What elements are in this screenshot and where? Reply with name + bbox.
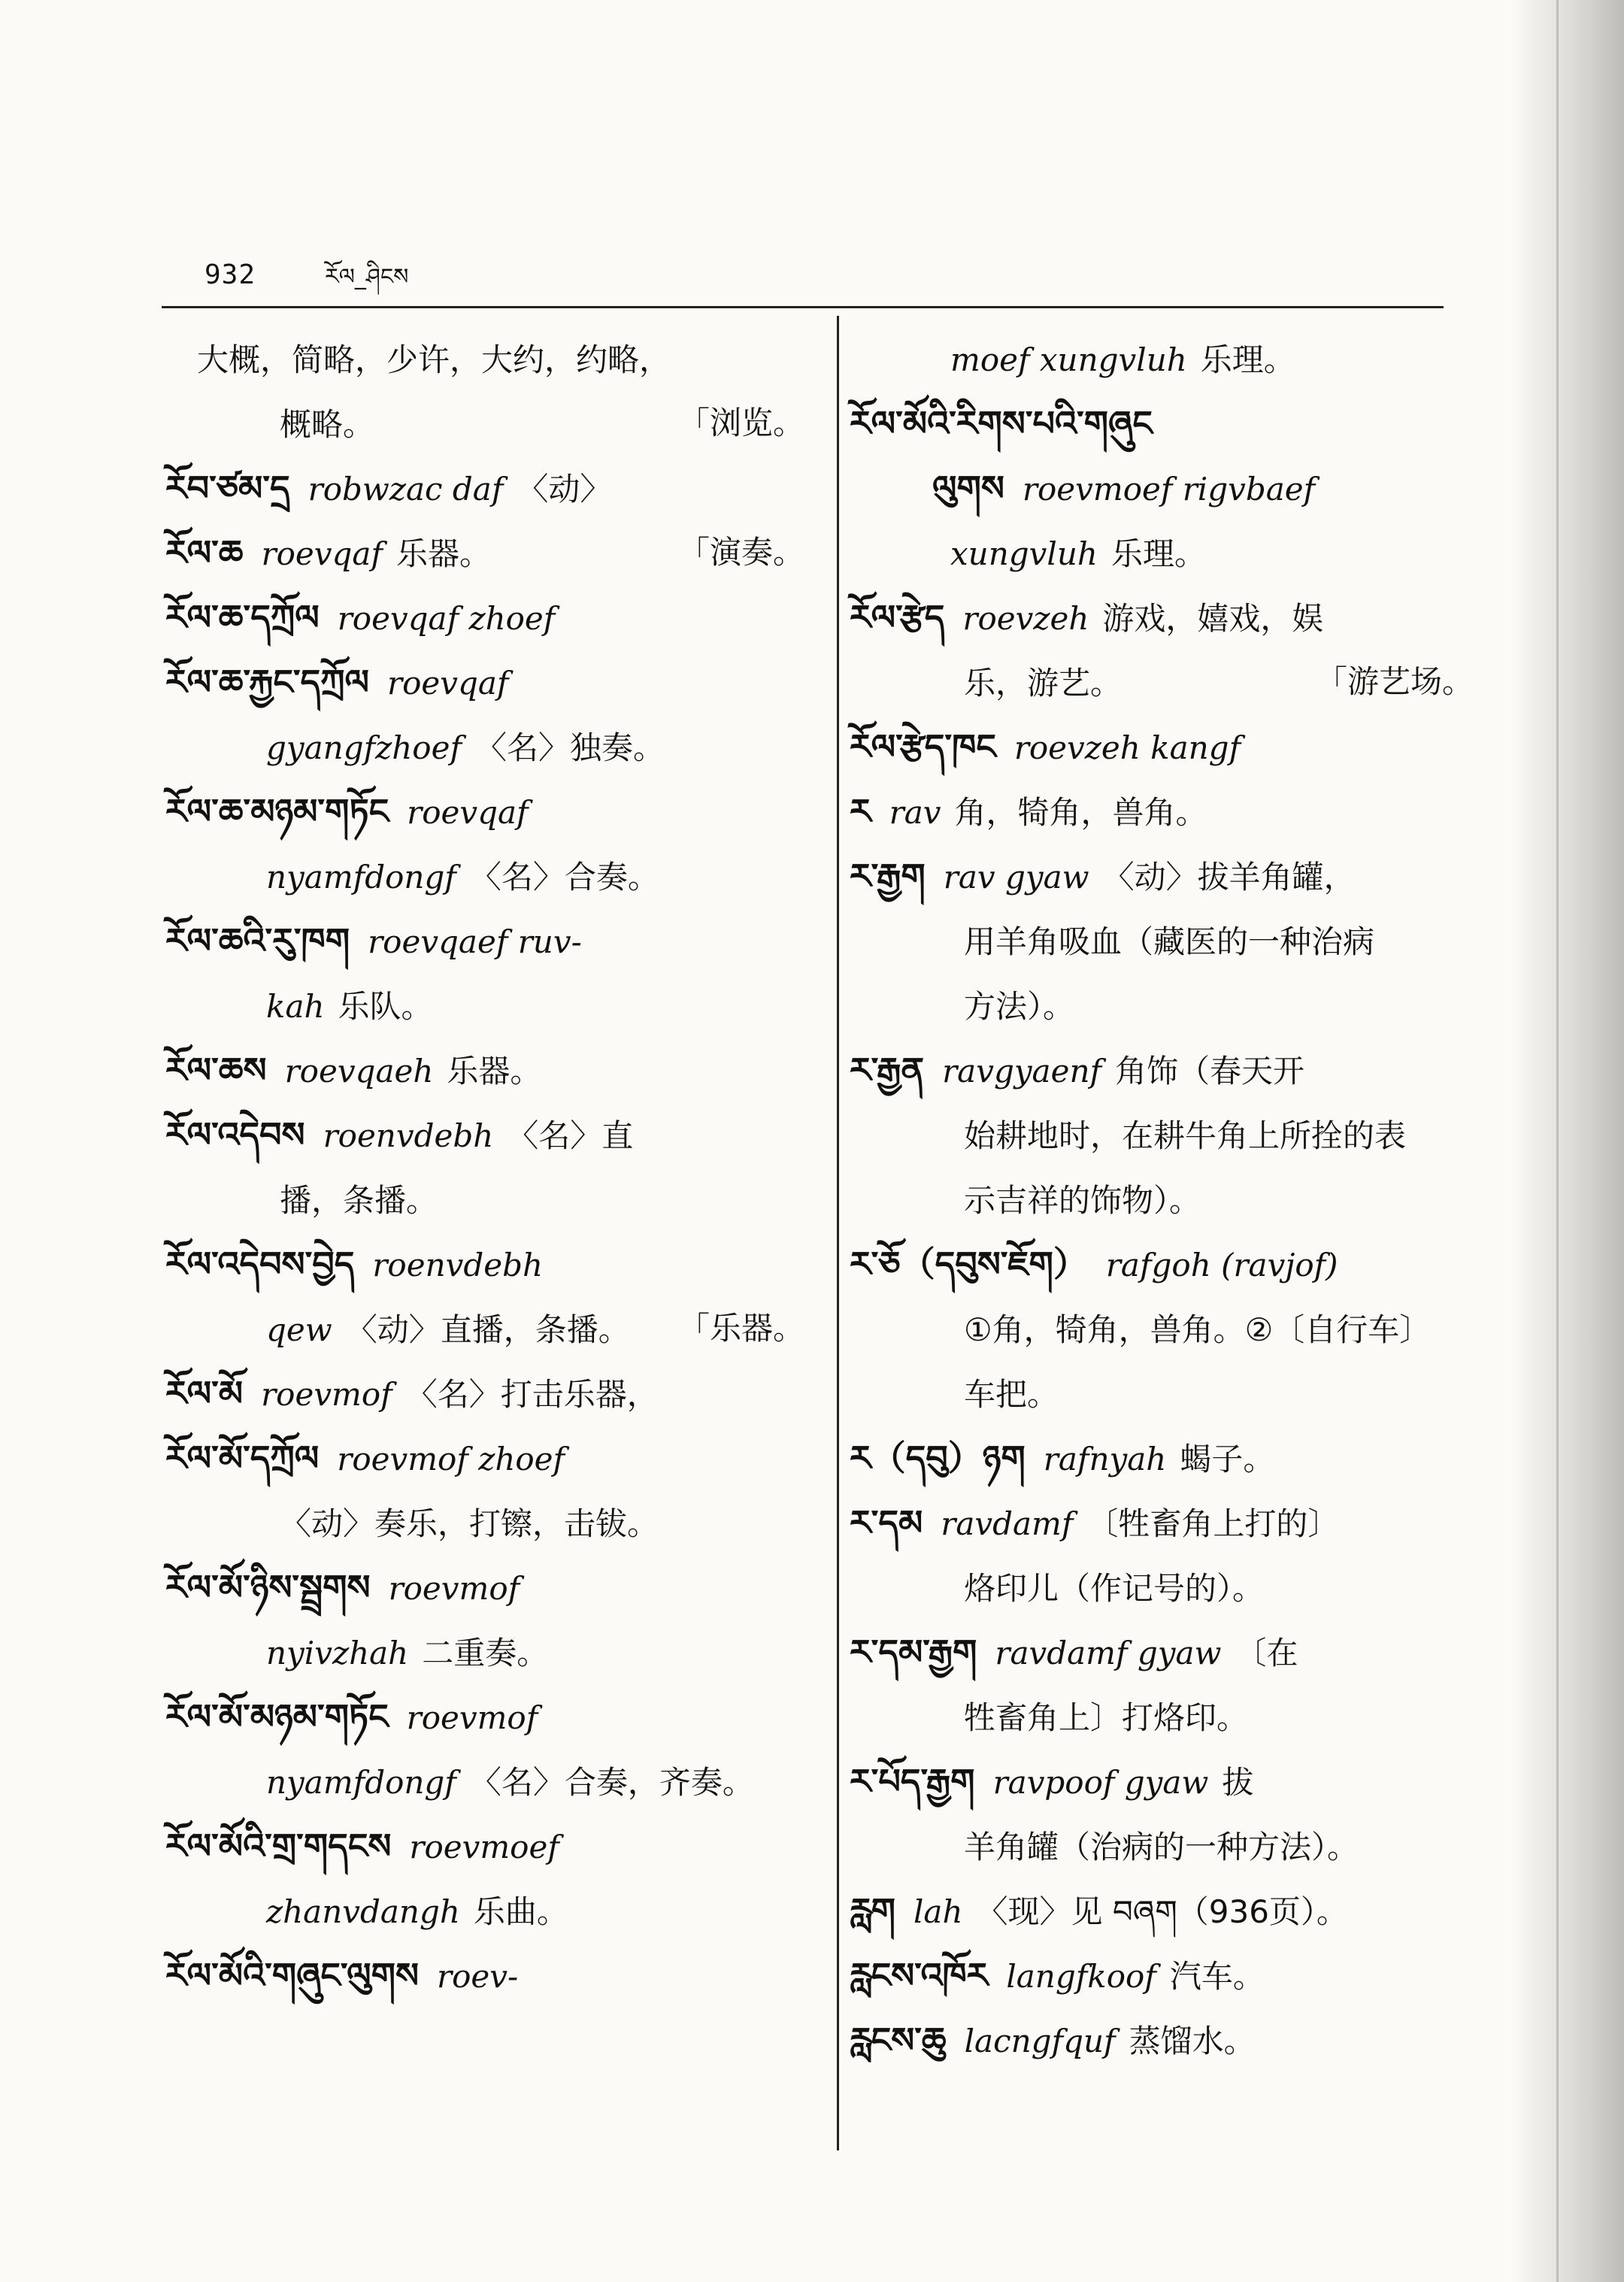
romanization: lah [914, 1893, 963, 1930]
dictionary-entry-line [850, 1168, 1474, 1232]
romanization: roenvdebh [372, 1247, 544, 1283]
dictionary-entry-line [165, 1232, 804, 1297]
dictionary-entry-line [850, 1750, 1474, 1814]
romanization: langfkoof [1006, 1958, 1156, 1995]
tibetan-headword: རོལ་ཆ་རྐྱང་དཀྲོལ [165, 662, 369, 702]
romanization: ravgyaenf [942, 1053, 1102, 1089]
definition: 〈动〉 [517, 471, 612, 508]
romanization: roevmoef [409, 1829, 559, 1865]
romanization: roevzeh [962, 600, 1089, 637]
definition: 乐曲。 [473, 1893, 568, 1930]
romanization: roevqaeh [284, 1053, 434, 1089]
tibetan-headword: ར [850, 791, 871, 832]
dictionary-entry-line [850, 1103, 1474, 1168]
dictionary-entry-line [165, 1814, 804, 1879]
dictionary-entry-line [165, 1491, 804, 1556]
column-divider [837, 316, 839, 2150]
definition: 角饰（春天开 [1115, 1053, 1305, 1089]
definition: 〔在 [1235, 1635, 1298, 1671]
romanization: qew [266, 1311, 332, 1348]
dictionary-entry-line [850, 456, 1474, 521]
tibetan-headword: རོལ་མོའི་གཞུང་ལུགས [165, 1955, 420, 1996]
tibetan-headword: ར་ཅོ（དབུས་ཇོག） [850, 1244, 1088, 1284]
tibetan-headword: རོལ་མོའི་གྲ་གདངས [165, 1826, 392, 1866]
romanization: zhanvdangh [266, 1893, 460, 1930]
tibetan-headword: རོལ་ཆ་མཉམ་གཏོང [165, 791, 389, 832]
dictionary-entry-line [850, 715, 1474, 780]
scan-page-edge [1511, 0, 1624, 2282]
romanization: roevmof [406, 1699, 538, 1736]
dictionary-entry-line [165, 844, 804, 909]
definition: 汽车。 [1169, 1958, 1265, 1995]
definition: 示吉祥的饰物）。 [964, 1182, 1201, 1219]
right-column [850, 327, 1474, 2073]
romanization: roevqaf [407, 794, 529, 831]
romanization: roevmof zhoef [337, 1441, 565, 1477]
tibetan-headword: རོལ་མོ [165, 1373, 244, 1414]
romanization: robwzac daf [308, 471, 504, 508]
tibetan-headword: རོལ་ཆ་དཀྲོལ [165, 597, 320, 638]
romanization: ravdamf [941, 1505, 1074, 1542]
romanization: kah [266, 988, 325, 1025]
romanization: lacngfquf [964, 2023, 1116, 2059]
romanization: rav [889, 794, 941, 831]
definition: 乐理。 [1110, 535, 1206, 572]
definition: 始耕地时，在耕牛角上所拴的表 [964, 1117, 1407, 1154]
dictionary-entry-line [165, 1297, 804, 1362]
dictionary-entry-line [165, 715, 804, 780]
romanization: rav gyaw [943, 859, 1089, 896]
tibetan-headword: རོལ་མོ་ཉིས་སྦྲགས [165, 1567, 371, 1608]
tibetan-headword: རོལ་མོ་དཀྲོལ [165, 1438, 320, 1478]
definition: 方法）。 [964, 988, 1075, 1025]
cross-reference-note: 「乐器。 [677, 1310, 804, 1347]
dictionary-entry-line [850, 1556, 1474, 1620]
tibetan-headword: ར་དམ་རྒྱག [850, 1632, 977, 1672]
definition: 〈名〉合奏，齐奏。 [469, 1764, 754, 1801]
tibetan-headword: རོལ་མོ་མཉམ་གཏོང [165, 1696, 389, 1737]
tibetan-headword: རླངས་ཆུ [850, 2020, 947, 2060]
dictionary-entry-line [165, 327, 804, 392]
definition: 二重奏。 [422, 1635, 549, 1671]
romanization: roev- [437, 1958, 519, 1995]
dictionary-entry-line [165, 1362, 804, 1426]
tibetan-headword: རོལ་རྩེད་ཁང [850, 726, 996, 767]
dictionary-entry-line [165, 1556, 804, 1620]
definition: 〈动〉直播，条播。 [345, 1311, 630, 1348]
romanization: nyamfdongf [266, 1764, 456, 1801]
definition: ①角，犄角，兽角。②〔自行车〕 [964, 1311, 1432, 1348]
dictionary-entry-line [850, 1685, 1474, 1750]
definition: 车把。 [964, 1376, 1059, 1413]
romanization: roevzeh kangf [1013, 729, 1241, 766]
dictionary-entry-line [850, 586, 1474, 650]
definition: 〔牲畜角上打的〕 [1086, 1505, 1340, 1542]
cross-reference-note: 「游艺场。 [1315, 663, 1474, 700]
dictionary-entry-line [850, 1814, 1474, 1879]
dictionary-entry-line [850, 650, 1474, 715]
dictionary-entry-line [850, 2008, 1474, 2073]
definition: 乐理。 [1200, 341, 1295, 378]
tibetan-headword: ལུགས [932, 468, 1004, 508]
header-rule [162, 306, 1444, 308]
tibetan-headword: ར་རྒྱན [850, 1050, 925, 1090]
dictionary-entry-line [850, 521, 1474, 586]
left-column [165, 327, 804, 2008]
dictionary-entry-line [850, 1491, 1474, 1556]
romanization: roevmoef rigvbaef [1022, 471, 1316, 508]
tibetan-headword: ར（དབུ）ཉག [850, 1438, 1026, 1478]
tibetan-headword: ར་པོད་རྒྱག [850, 1761, 975, 1802]
dictionary-entry-line [850, 844, 1474, 909]
dictionary-entry-line [850, 327, 1474, 392]
definition: 蝎子。 [1180, 1441, 1275, 1477]
tibetan-headword: རོལ་ཆས [165, 1050, 267, 1090]
tibetan-headword: རོལ་རྩེད [850, 597, 945, 638]
definition: 乐，游艺。 [964, 665, 1123, 702]
dictionary-entry-line [165, 586, 804, 650]
romanization: roevmof [261, 1376, 392, 1413]
dictionary-entry-line [165, 909, 804, 974]
dictionary-entry-line [165, 974, 804, 1038]
definition: 〈名〉合奏。 [469, 859, 659, 896]
tibetan-headword: རོབ་ཙམ་དྲ [165, 468, 290, 508]
romanization: rafgoh (ravjof) [1105, 1247, 1338, 1283]
tibetan-headword: རླག [850, 1890, 895, 1931]
cross-reference-note: 「浏览。 [677, 405, 804, 441]
romanization: roevqaf [261, 535, 383, 572]
definition: 乐器。 [395, 535, 491, 572]
dictionary-entry-line [165, 650, 804, 715]
definition: 用羊角吸血（藏医的一种治病 [964, 923, 1375, 960]
definition: 〈动〉拔羊角罐， [1102, 859, 1356, 896]
definition: 乐队。 [338, 988, 433, 1025]
dictionary-entry-line [850, 392, 1474, 456]
romanization: nyamfdongf [266, 859, 456, 896]
romanization: roevqaf [387, 665, 509, 702]
running-head: རོལ_ཤིངས [325, 264, 409, 290]
dictionary-entry-line [165, 1168, 804, 1232]
dictionary-entry-line [165, 1620, 804, 1685]
definition: 〈名〉打击乐器， [405, 1376, 659, 1413]
dictionary-entry-line [850, 1038, 1474, 1103]
dictionary-entry-line [850, 1879, 1474, 1944]
dictionary-entry-line [850, 1232, 1474, 1297]
tibetan-headword: ར་རྒྱག [850, 856, 926, 896]
definition: 烙印儿（作记号的）。 [964, 1570, 1265, 1607]
dictionary-entry-line [165, 1944, 804, 2008]
romanization: ravpoof gyaw [992, 1764, 1209, 1801]
tibetan-headword: རོལ་འདེབས་བྱེད [165, 1244, 355, 1284]
dictionary-entry-line [165, 1038, 804, 1103]
dictionary-entry-line [165, 392, 804, 456]
dictionary-entry-line [850, 1297, 1474, 1362]
dictionary-entry-line [165, 1426, 804, 1491]
definition: 播，条播。 [280, 1182, 438, 1219]
definition: 牲畜角上〕打烙印。 [964, 1699, 1249, 1736]
romanization: roevqaf zhoef [337, 600, 556, 637]
dictionary-entry-line [165, 1750, 804, 1814]
dictionary-entry-line [165, 456, 804, 521]
tibetan-headword: རོལ་ཆ [165, 532, 244, 573]
dictionary-entry-line [165, 1685, 804, 1750]
romanization: gyangfzhoef [266, 729, 462, 766]
dictionary-entry-line [850, 1944, 1474, 2008]
definition: 角，犄角，兽角。 [954, 794, 1207, 831]
dictionary-entry-line [850, 974, 1474, 1038]
romanization: roenvdebh [323, 1117, 494, 1154]
romanization: roevmof [388, 1570, 520, 1607]
tibetan-headword: རླངས་འཁོར [850, 1955, 989, 1996]
tibetan-headword: རོལ་འདེབས [165, 1114, 305, 1155]
dictionary-entry-line [165, 1879, 804, 1944]
definition: 〈现〉见 བཞག（936页）。 [976, 1893, 1348, 1930]
definition: 概略。 [280, 406, 375, 443]
tibetan-headword: རོལ་ཆའི་རུ་ཁག [165, 920, 350, 961]
tibetan-headword: ར་དམ [850, 1502, 923, 1543]
dictionary-entry-line [850, 909, 1474, 974]
dictionary-entry-line [165, 521, 804, 586]
definition: 游戏，嬉戏，娱 [1102, 600, 1324, 637]
definition: 乐器。 [447, 1053, 542, 1089]
page-number: 932 [205, 259, 256, 290]
dictionary-entry-line [850, 1426, 1474, 1491]
definition: 〈动〉奏乐，打镲，击钹。 [280, 1505, 659, 1542]
definition: 拔 [1222, 1764, 1254, 1801]
romanization: ravdamf gyaw [995, 1635, 1222, 1671]
tibetan-headword: རོལ་མོའི་རིགས་པའི་གཞུང [850, 403, 1153, 444]
romanization: moef xungvluh [950, 341, 1187, 378]
dictionary-entry-line [850, 1620, 1474, 1685]
romanization: xungvluh [950, 535, 1098, 572]
dictionary-entry-line [850, 1362, 1474, 1426]
dictionary-entry-line [165, 1103, 804, 1168]
dictionary-entry-line [165, 780, 804, 844]
definition: 〈名〉独奏。 [475, 729, 665, 766]
cross-reference-note: 「演奏。 [677, 534, 804, 571]
definition: 羊角罐（治病的一种方法）。 [964, 1829, 1359, 1865]
definition: 蒸馏水。 [1129, 2023, 1256, 2059]
definition: 大概，简略，少许，大约，约略， [197, 341, 671, 378]
dictionary-entry-line [850, 780, 1474, 844]
romanization: roevqaef ruv- [368, 923, 582, 960]
romanization: rafnyah [1043, 1441, 1167, 1477]
definition: 〈名〉直 [507, 1117, 634, 1154]
romanization: nyivzhah [266, 1635, 409, 1671]
